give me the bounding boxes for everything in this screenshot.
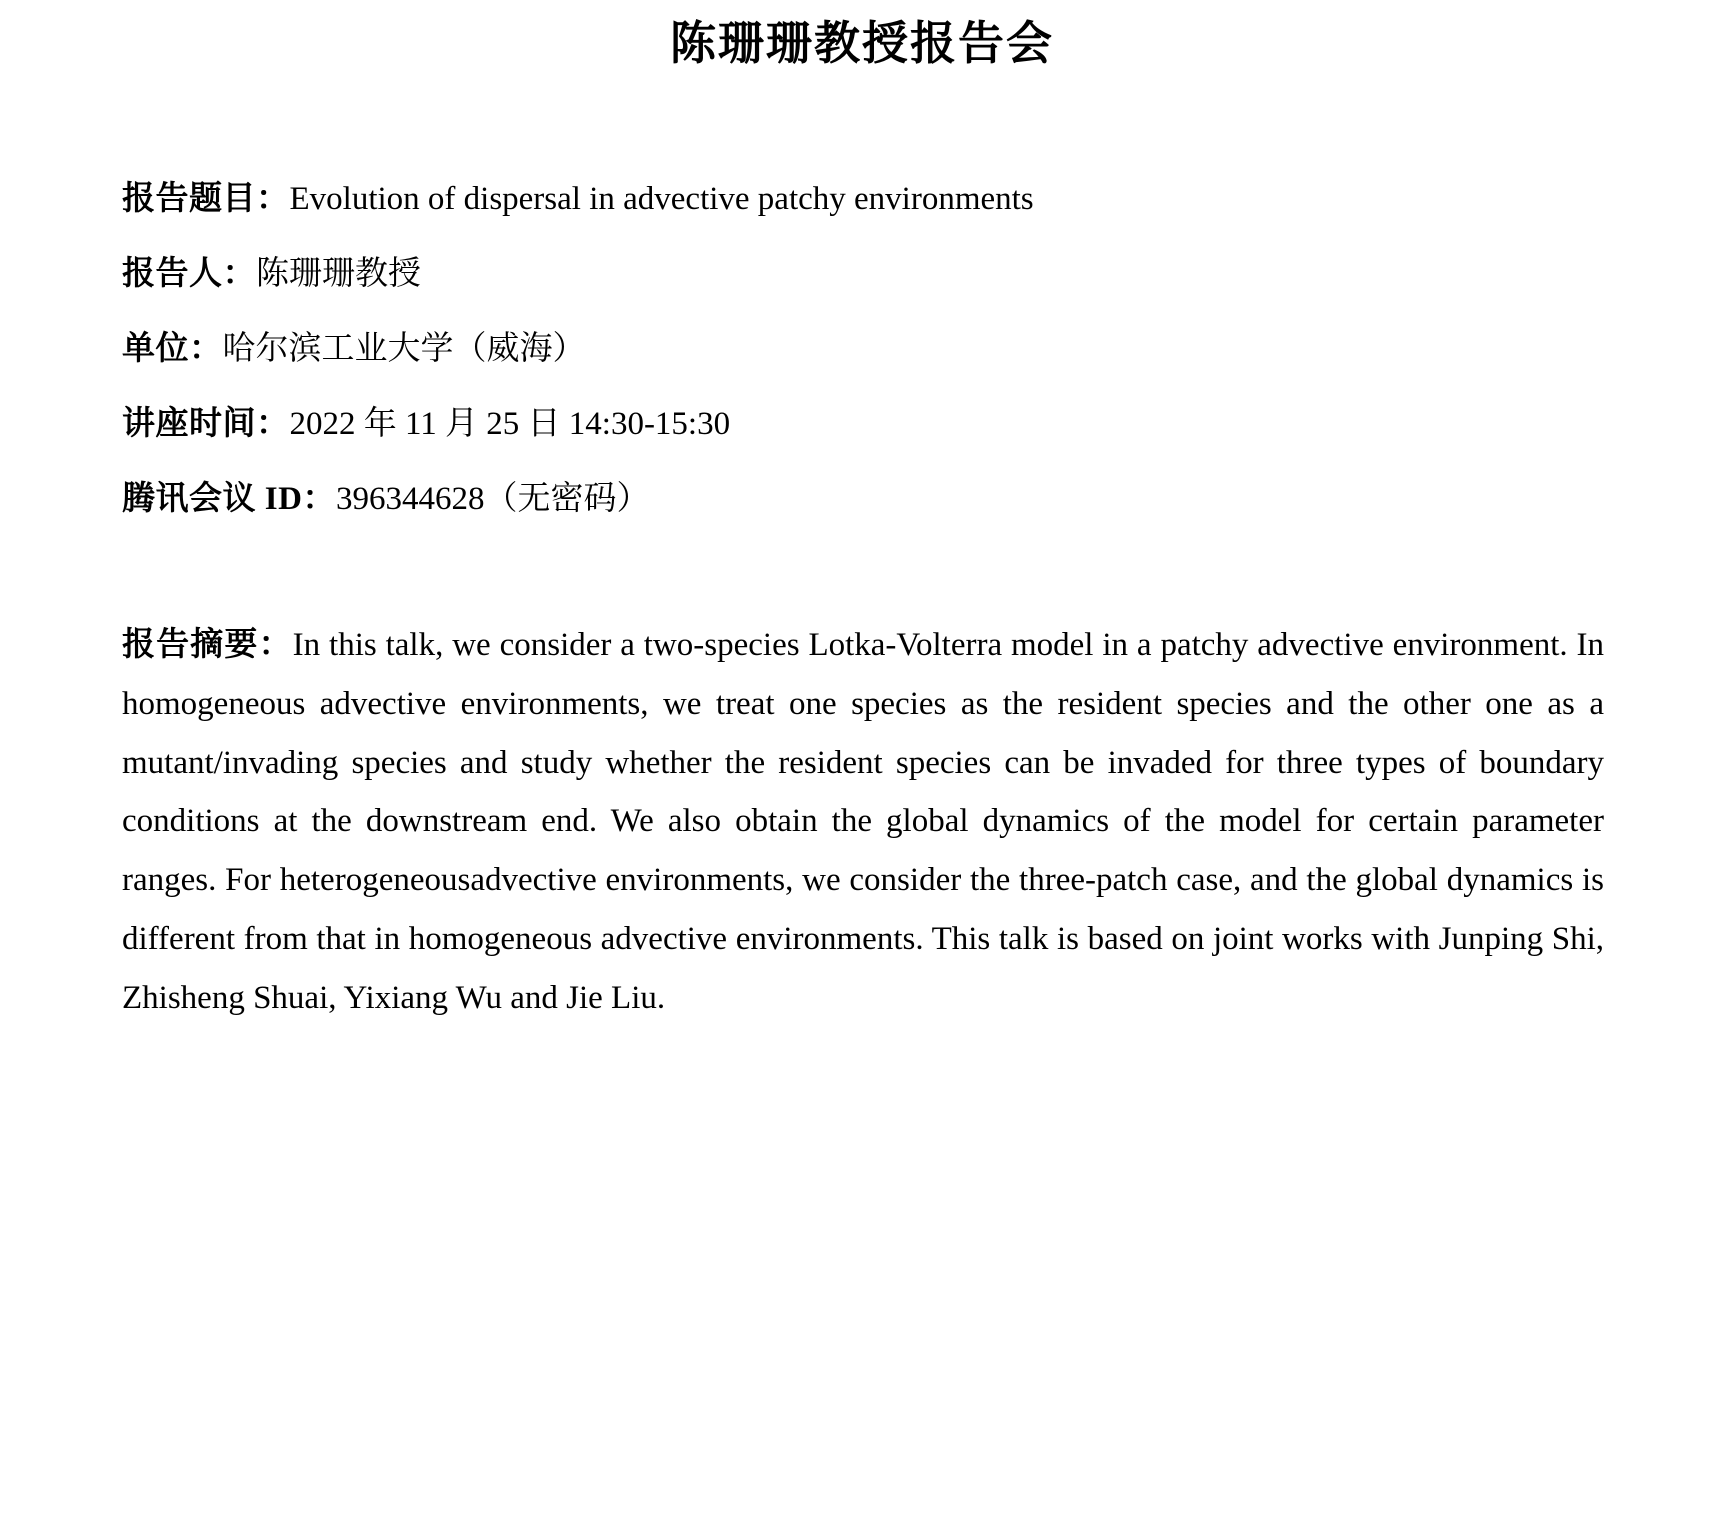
metadata-label-meeting-id: 腾讯会议 ID：: [122, 481, 336, 518]
metadata-label-speaker: 报告人：: [122, 256, 256, 293]
metadata-label-affiliation: 单位：: [122, 331, 223, 368]
abstract-text: In this talk, we consider a two-species Lotka-Volterra model in a patchy advective environment. In homogeneous advective environments, we treat one species as the resident species and the other one as a mutant/invading species and study whether the resident species can be invaded for three types of boundary conditions at the downstream end. We also obtain the global dynamics of the model for certain parameter ranges. For heterogeneousadvective environments, we consider the three-patch case, and the global dynamics is different from that in homogeneous advective environments. This talk is based on joint works with Junping Shi, Zhisheng Shuai, Yixiang Wu and Jie Liu.: [122, 627, 1605, 1016]
metadata-value-meeting-id: 396344628（无密码）: [335, 481, 650, 518]
seminar-metadata: [0, 183, 1724, 516]
metadata-row-speaker: [122, 258, 1604, 291]
metadata-value-affiliation: 哈尔滨工业大学（威海）: [222, 331, 586, 368]
abstract-label: 报告摘要：: [122, 627, 293, 664]
abstract-paragraph: [122, 616, 1604, 1027]
metadata-row-meeting-id: [122, 483, 1604, 516]
metadata-row-affiliation: [122, 333, 1604, 366]
metadata-row-topic: [122, 183, 1604, 216]
metadata-value-topic: Evolution of dispersal in advective patchy environments: [289, 181, 1034, 218]
metadata-label-time: 讲座时间：: [122, 406, 290, 443]
page-title: 陈珊珊教授报告会: [670, 18, 1054, 69]
metadata-row-time: [122, 408, 1604, 441]
metadata-label-topic: 报告题目：: [122, 181, 290, 218]
metadata-value-time: 2022 年 11 月 25 日 14:30-15:30: [289, 406, 731, 443]
metadata-value-speaker: 陈珊珊教授: [256, 256, 421, 293]
abstract-section: [0, 616, 1724, 1027]
